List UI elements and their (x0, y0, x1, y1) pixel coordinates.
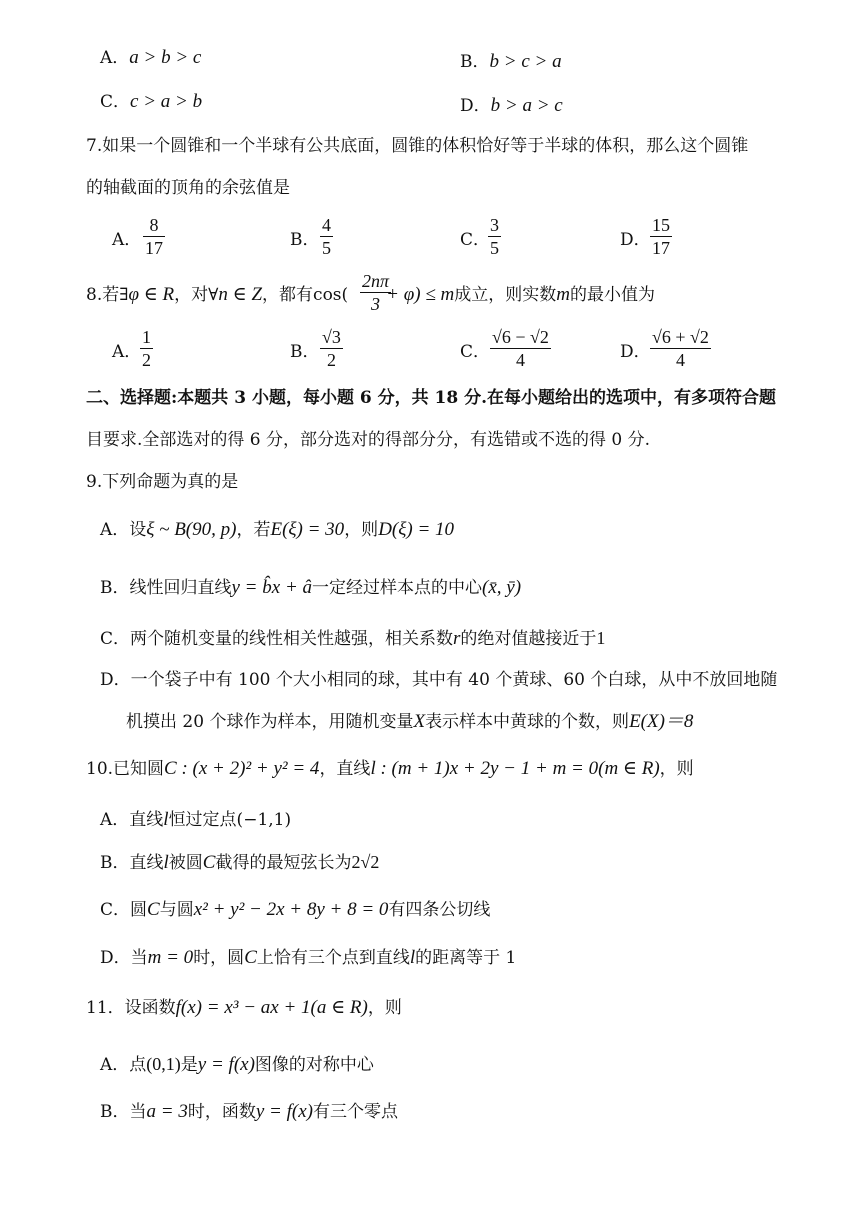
option-letter: B． (460, 52, 490, 72)
text: ，直线 (319, 759, 371, 779)
math: E(ξ) = 30 (270, 519, 345, 540)
text: A．点 (100, 1055, 147, 1075)
math: 2√2 (351, 852, 380, 872)
option-letter: D． (460, 96, 491, 116)
denominator: 5 (490, 238, 499, 258)
math: 1 (596, 628, 606, 648)
q7-stem-line1: 7.如果一个圆锥和一个半球有公共底面，圆锥的体积恰好等于半球的体积，那么这个圆锥 (86, 136, 749, 156)
math: C : (x + 2)² + y² = 4 (164, 758, 320, 779)
text: ，则 (367, 998, 402, 1018)
text: B．线性回归直线 (100, 578, 232, 598)
text: A．设 (100, 520, 147, 540)
text: B．当 (100, 1102, 147, 1122)
text: 的距离等于 1 (415, 948, 517, 968)
text: 10.已知圆 (86, 759, 165, 779)
math: f(x) = x³ − ax + 1(a ∈ R) (175, 997, 368, 1018)
q8-option-d-fraction (650, 326, 711, 371)
q8-stem-part: ，都有cos( (262, 285, 349, 305)
math: (0,1) (146, 1054, 181, 1074)
option-expr: b > a > c (490, 95, 563, 116)
text: 图像的对称中心 (254, 1055, 374, 1075)
q8-option-b-letter: B． (290, 342, 320, 362)
q8-option-c-fraction (490, 326, 551, 371)
text: 上恰有三个点到直线 (256, 948, 410, 968)
math: l (163, 852, 169, 873)
q6-option-b (460, 50, 562, 74)
q10-option-b (100, 850, 379, 875)
q8-stem-part: 8.若∃ (86, 285, 129, 305)
section2-line2: 目要求.全部选对的得 6 分，部分选对的得部分分，有选错或不选的得 0 分. (86, 430, 651, 450)
q7-option-d-letter: D． (620, 230, 651, 250)
math: l : (m + 1)x + 2y − 1 + m = 0(m ∈ R) (370, 758, 660, 779)
q6-option-a (100, 46, 201, 70)
text: C．两个随机变量的线性相关性越强，相关系数 (100, 629, 454, 649)
numerator: 2nπ (362, 271, 390, 291)
denominator: 4 (650, 348, 711, 371)
q8-option-b-fraction (320, 326, 343, 371)
text: D．当 (100, 948, 148, 968)
math: C (202, 852, 216, 873)
math: C (147, 899, 160, 920)
option-expr: a > b > c (129, 47, 202, 68)
numerator: 3 (490, 215, 499, 235)
q8-stem-part: 的最小值为 (569, 285, 655, 305)
text: ，则 (344, 520, 379, 540)
q10-stem (86, 757, 694, 781)
q11-option-a (100, 1052, 374, 1077)
denominator: 2 (320, 348, 343, 371)
text: 截得的最短弦长为 (215, 853, 352, 873)
text: 11．设函数 (86, 998, 176, 1018)
q11-option-b (100, 1100, 398, 1124)
q10-option-d (100, 946, 516, 970)
math: X (413, 711, 426, 732)
option-expr: b > c > a (489, 51, 562, 72)
q8-math: + φ) ≤ m (386, 284, 455, 305)
q7-option-b-fraction (320, 214, 333, 259)
text: 表示样本中黄球的个数，则 (425, 712, 630, 732)
q8-math: φ ∈ R (128, 284, 175, 305)
math: m = 0 (147, 947, 194, 968)
denominator: 2 (142, 350, 151, 370)
text: 时，圆 (193, 948, 245, 968)
numerator: √6 − √2 (492, 327, 549, 347)
math: x² + y² − 2x + 8y + 8 = 0 (193, 899, 389, 920)
denominator: 5 (322, 238, 331, 258)
math: D(ξ) = 10 (378, 519, 455, 540)
section2-line1: 二、选择题:本题共 3 小题，每小题 6 分，共 18 分.在每小题给出的选项中，有多项符合题 (86, 388, 777, 408)
q6-option-c (100, 90, 202, 114)
q8-stem-fraction (360, 270, 391, 315)
math: a = 3 (146, 1101, 188, 1122)
text: 有三个零点 (312, 1102, 398, 1122)
option-expr: c > a > b (130, 91, 203, 112)
text: C．圆 (100, 900, 148, 920)
math: y = b̂x + â (231, 577, 313, 598)
text: 一定经过样本点的中心 (312, 578, 483, 598)
text: 时，函数 (187, 1102, 256, 1122)
q9-option-c (100, 626, 605, 651)
numerator: 4 (322, 215, 331, 235)
q7-option-c-letter: C． (460, 230, 491, 250)
math: r (453, 628, 461, 649)
text: 恒过定点(−1,1) (168, 810, 292, 830)
text: B．直线 (100, 853, 164, 873)
numerator: √6 + √2 (652, 327, 709, 347)
q8-option-c-letter: C． (460, 342, 491, 362)
math: (x̄, ȳ) (482, 577, 522, 598)
q8-option-a-letter: A． (112, 342, 142, 362)
text: 是 (180, 1055, 198, 1075)
q10-option-a (100, 808, 291, 832)
numerator: 15 (652, 215, 670, 235)
math: E(X)＝8 (629, 711, 694, 732)
math: C (244, 947, 257, 968)
text: 机摸出 20 个球作为样本，用随机变量 (126, 712, 414, 732)
q9-option-a (100, 518, 454, 542)
denominator: 4 (490, 348, 551, 371)
q9-option-b (100, 576, 521, 600)
text: 有四条公切线 (388, 900, 491, 920)
text: ，则 (659, 759, 694, 779)
q6-option-d (460, 94, 563, 118)
q7-option-a-letter: A． (112, 230, 142, 250)
q8-stem-part: ，对∀ (174, 285, 219, 305)
q10-option-c (100, 898, 490, 922)
q8-stem-part: 成立，则实数 (454, 285, 557, 305)
q7-option-c-fraction (488, 214, 501, 259)
math: l (409, 947, 416, 968)
text: 的绝对值越接近于 (460, 629, 597, 649)
q9-stem: 9.下列命题为真的是 (86, 472, 239, 492)
q8-math: n ∈ Z (218, 284, 263, 305)
denominator: 3 (360, 292, 391, 315)
q7-stem-line2: 的轴截面的顶角的余弦值是 (86, 178, 290, 198)
denominator: 17 (652, 238, 670, 258)
q11-stem (86, 996, 402, 1020)
text: A．直线 (100, 810, 164, 830)
text: ，若 (236, 520, 271, 540)
q9-option-d-line2 (126, 710, 693, 734)
math: ξ ~ B(90, p) (146, 519, 237, 540)
numerator: 1 (142, 327, 151, 347)
option-letter: A． (100, 48, 130, 68)
numerator: 8 (149, 215, 159, 235)
q8-option-d-letter: D． (620, 342, 651, 362)
text: 被圆 (168, 853, 203, 873)
q8-option-a-fraction (140, 326, 153, 371)
q7-option-d-fraction (650, 214, 672, 259)
q7-option-a-fraction (143, 214, 165, 259)
option-letter: C． (100, 92, 131, 112)
math: l (163, 809, 169, 830)
math: y = f(x) (255, 1101, 313, 1122)
q8-math: m (556, 284, 570, 305)
denominator: 17 (145, 238, 163, 258)
text: 与圆 (159, 900, 194, 920)
q9-option-d-line1: D．一个袋子中有 100 个大小相同的球，其中有 40 个黄球、60 个白球，从中不放回地随 (100, 670, 778, 690)
q7-option-b-letter: B． (290, 230, 320, 250)
math: y = f(x) (197, 1054, 255, 1075)
numerator: √3 (322, 327, 341, 347)
